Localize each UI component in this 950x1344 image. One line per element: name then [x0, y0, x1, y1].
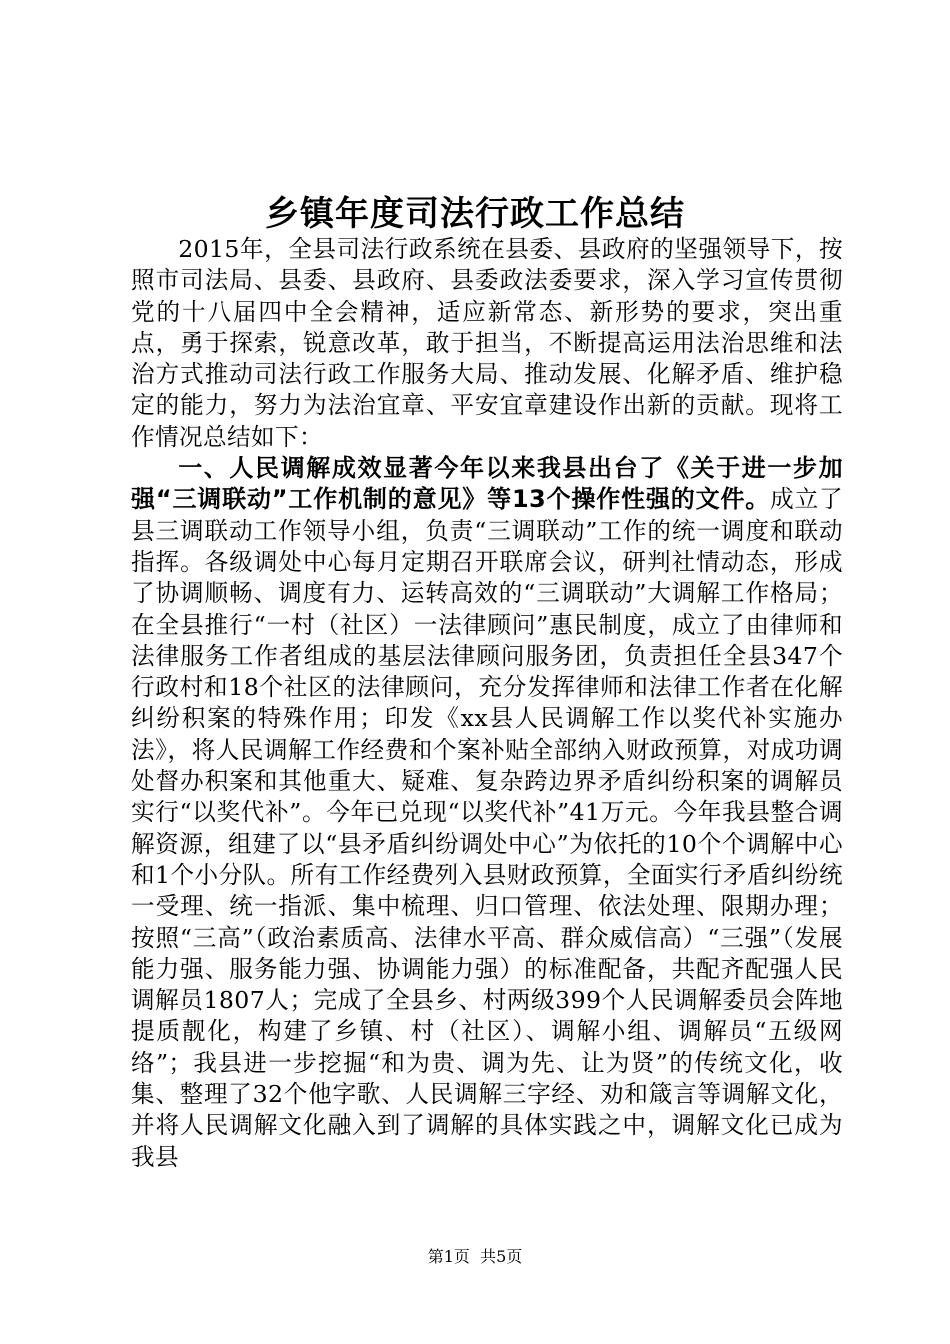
paragraph-text: 成立了县三调联动工作领导小组，负责“三调联动”工作的统一调度和联动指挥。各级调处中心每月定期召开联席会议，研判社情动态，形成了协调顺畅、调度有力、运转高效的“三调联动”大调解工作格局；在全县推行“一村（社区）一法律顾问”惠民制度，成立了由律师和法律服务工作者组成的基层法律顾问服务团，负责担任全县347个行政村和18个社区的法律顾问，充分发挥律师和法律工作者在化解纠纷积案的特殊作用；印发《xx县人民调解工作以奖代补实施办法》，将人民调解工作经费和个案补贴全部纳入财政预算，对成功调处督办积案和其他重大、疑难、复杂跨边界矛盾纠纷积案的调解员实行“以奖代补”。今年已兑现“以奖代补”41万元。今年我县整合调解资源，组建了以“县矛盾纠纷调处中心”为依托的10个个调解中心和1个小分队。所有工作经费列入县财政预算，全面实行矛盾纠纷统一受理、统一指派、集中梳理、归口管理、依法处理、限期办理；按照“三高”（政治素质高、法律水平高、群众威信高）“三强”（发展能力强、服务能力强、协调能力强）的标准配备，共配齐配强人民调解员1807人；完成了全县乡、村两级399个人民调解委员会阵地提质靓化，构建了乡镇、村（社区）、调解小组、调解员“五级网络”；我县进一步挖掘“和为贵、调为先、让为贤”的传统文化，收集、整理了32个他字歌、人民调解三字经、劝和箴言等调解文化，并将人民调解文化融入到了调解的具体实践之中，调解文化已成为我县 [131, 485, 843, 1171]
page-footer [0, 1244, 950, 1267]
paragraph-intro [131, 234, 843, 453]
document-body [131, 234, 843, 1173]
page-number: 第1页 共5页 [427, 1247, 523, 1266]
document-title: 乡镇年度司法行政工作总结 [265, 194, 685, 234]
section-heading: 一、人民调解成效显著今年以来我县出台了《关于进一步加强“三调联动”工作机制的意见》等13个操作性强的文件。 [131, 454, 843, 514]
paragraph-section-1 [131, 453, 843, 1173]
paragraph-text: 2015年，全县司法行政系统在县委、县政府的坚强领导下，按照市司法局、县委、县政府、县委政法委要求，深入学习宣传贯彻党的十八届四中全会精神，适应新常态、新形势的要求，突出重点，勇于探索，锐意改革，敢于担当，不断提高运用法治思维和法治方式推动司法行政工作服务大局、推动发展、化解矛盾、维护稳定的能力，努力为法治宜章、平安宜章建设作出新的贡献。现将工作情况总结如下： [131, 235, 843, 451]
